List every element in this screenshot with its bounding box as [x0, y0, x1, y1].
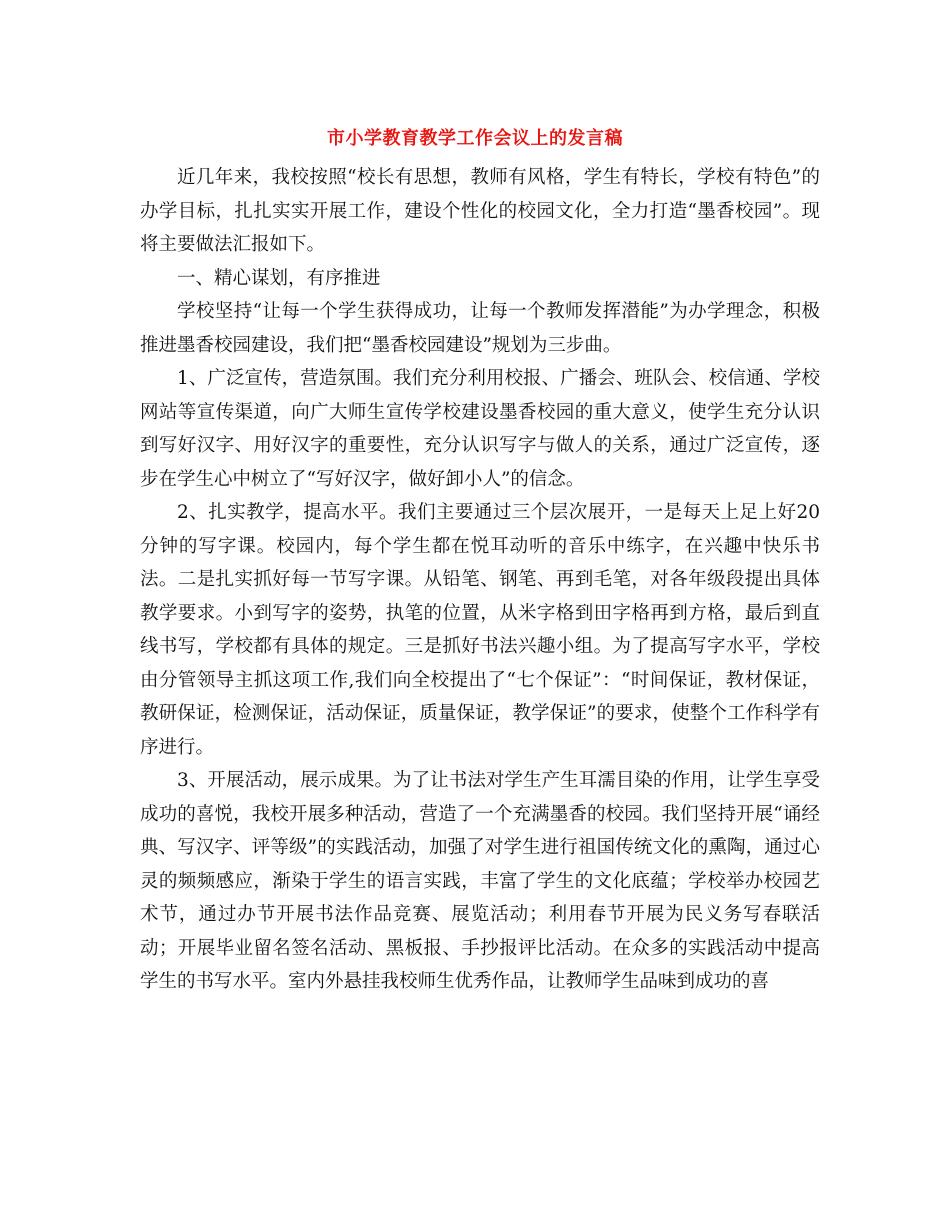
paragraph-item-3: 3、开展活动，展示成果。为了让书法对学生产生耳濡目染的作用，让学生享受成功的喜悦，我校开展多种活动，营造了一个充满墨香的校园。我们坚持开展“诵经典、写汉字、评等级”的实践活动，加强了对学生进行祖国传统文化的熏陶，通过心灵的频频感应，渐染于学生的语言实践，丰富了学生的文化底蕴；学校举办校园艺术节，通过办节开展书法作品竞赛、展览活动；利用春节开展为民义务写春联活动；开展毕业留名签名活动、黑板报、手抄报评比活动。在众多的实践活动中提高学生的书写水平。室内外悬挂我校师生优秀作品，让教师学生品味到成功的喜 — [140, 770, 820, 992]
paragraph-intro: 近几年来，我校按照“校长有思想，教师有风格，学生有特长，学校有特色”的办学目标，扎扎实实开展工作，建设个性化的校园文化，全力打造“墨香校园”。现将主要做法汇报如下。 — [140, 167, 820, 255]
paragraph-item-2: 2、扎实教学，提高水平。我们主要通过三个层次展开，一是每天上足上好20分钟的写字课。校园内，每个学生都在悦耳动听的音乐中练字，在兴趣中快乐书法。二是扎实抓好每一节写字课。从铅笔、钢笔、再到毛笔，对各年级段提出具体教学要求。小到写字的姿势，执笔的位置，从米字格到田字格再到方格，最后到直线书写，学校都有具体的规定。三是抓好书法兴趣小组。为了提高写字水平，学校由分管领导主抓这项工作,我们向全校提出了“七个保证”：“时间保证，教材保证，教研保证，检测保证，活动保证，质量保证，教学保证”的要求，使整个工作科学有序进行。 — [140, 502, 820, 758]
document-title: 市小学教育教学工作会议上的发言稿 — [327, 128, 623, 149]
paragraph-item-1: 1、广泛宣传，营造氛围。我们充分利用校报、广播会、班队会、校信通、学校网站等宣传渠道，向广大师生宣传学校建设墨香校园的重大意义，使学生充分认识到写好汉字、用好汉字的重要性，充分认识写字与做人的关系，通过广泛宣传，逐步在学生心中树立了“写好汉字，做好卸小人”的信念。 — [140, 368, 820, 490]
paragraph-philosophy: 学校坚持“让每一个学生获得成功，让每一个教师发挥潜能”为办学理念，积极推进墨香校园建设，我们把“墨香校园建设”规划为三步曲。 — [140, 301, 820, 356]
section-heading-1: 一、精心谋划，有序推进 — [177, 267, 381, 289]
document-body — [140, 161, 820, 999]
